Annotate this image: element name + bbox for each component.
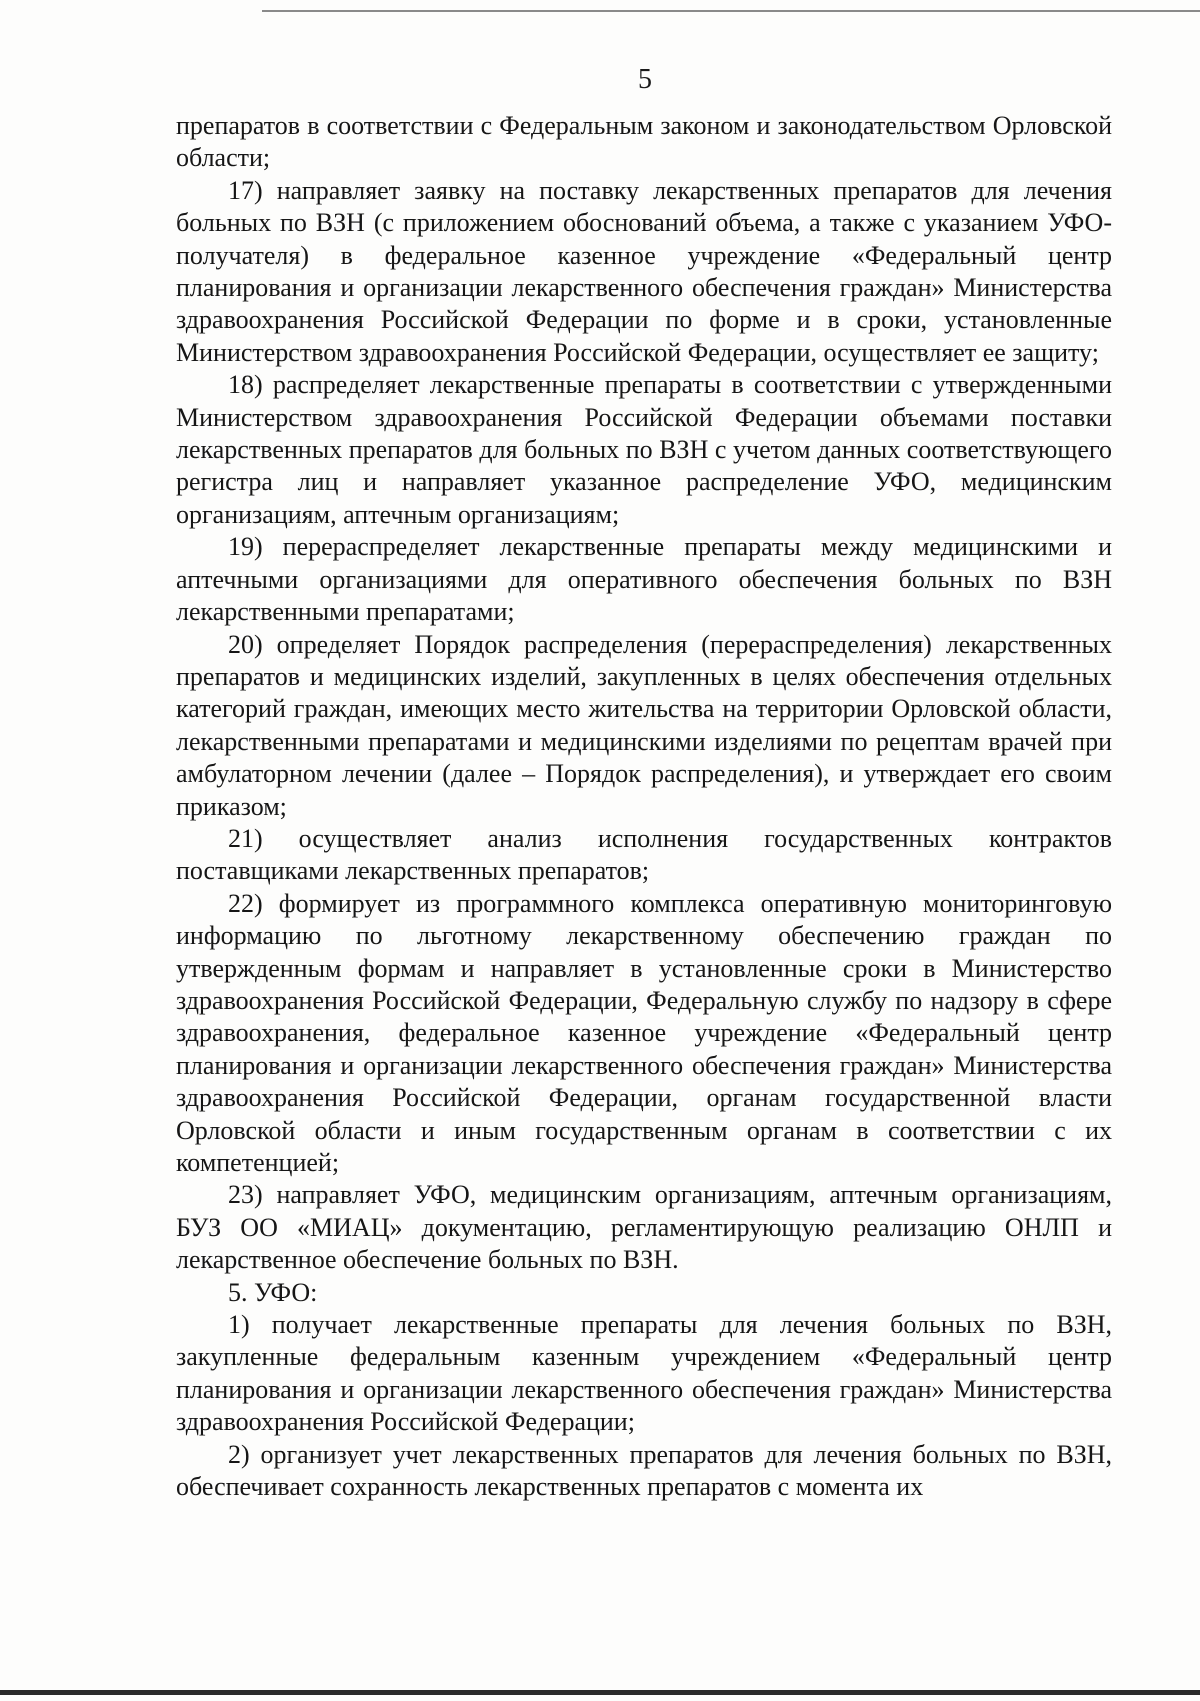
paragraph-section5-item-1: 1) получает лекарственные препараты для лечения больных по ВЗН, закупленные федеральным казенным учреждением «Федеральный центр планирования и организации лекарственного обеспечения граждан» Министерства здравоохранения Российской Федерации; [176,1310,1112,1437]
section-heading-5: 5. УФО: [228,1277,318,1307]
paragraph-item-22: 22) формирует из программного комплекса оперативную мониторинговую информацию по льготному лекарственному обеспечению граждан по утвержденным формам и направляет в установленные сроки в Министерство здравоохранения Российской Федерации, Федеральную службу по надзору в сфере здравоохранения, федеральное казенное учреждение «Федеральный центр планирования и организации лекарственного обеспечения граждан» Министерства здравоохранения Российской Федерации, органам государственной власти Орловской области и иным государственным органам в соответствии с их компетенцией; [176,888,1112,1177]
paragraph-continuation: препаратов в соответствии с Федеральным законом и законодательством Орловской области; [176,111,1112,173]
paragraph-item-20: 20) определяет Порядок распределения (перераспределения) лекарственных препаратов и медицинских изделий, закупленных в целях обеспечения отдельных категорий граждан, имеющих место жительства на территории Орловской области, лекарственными препаратами и медицинскими изделиями по рецептам врачей при амбулаторном лечении (далее – Порядок распределения), и утверждает его своим приказом; [176,629,1112,821]
scan-edge-line-bottom [0,1690,1200,1695]
paragraph-section5-item-2: 2) организует учет лекарственных препаратов для лечения больных по ВЗН, обеспечивает сохранность лекарственных препаратов с момента их [176,1439,1112,1502]
page-number: 5 [638,64,652,95]
paragraph-item-18: 18) распределяет лекарственные препараты в соответствии с утвержденными Министерством здравоохранения Российской Федерации объемами поставки лекарственных препаратов для больных по ВЗН с учетом данных соответствующего регистра лиц и направляет указанное распределение УФО, медицинским организациям, аптечным организациям; [176,370,1112,529]
paragraph-item-21: 21) осуществляет анализ исполнения государственных контрактов поставщиками лекарственных препаратов; [176,823,1112,886]
paragraph-item-17: 17) направляет заявку на поставку лекарственных препаратов для лечения больных по ВЗН (с приложением обоснований объема, а также с указанием УФО-получателя) в федеральное казенное учреждение «Федеральный центр планирования и организации лекарственного обеспечения граждан» Министерства здравоохранения Российской Федерации по форме и в сроки, установленные Министерством здравоохранения Российской Федерации, осуществляет ее защиту; [176,175,1112,367]
scan-edge-line-top [262,10,1200,12]
body-text [176,110,1112,1503]
paragraph-item-23: 23) направляет УФО, медицинским организациям, аптечным организациям, БУЗ ОО «МИАЦ» документацию, регламентирующую реализацию ОНЛП и лекарственное обеспечение больных по ВЗН. [176,1180,1112,1275]
paragraph-item-19: 19) перераспределяет лекарственные препараты между медицинскими и аптечными организациями для оперативного обеспечения больных по ВЗН лекарственными препаратами; [176,532,1112,627]
